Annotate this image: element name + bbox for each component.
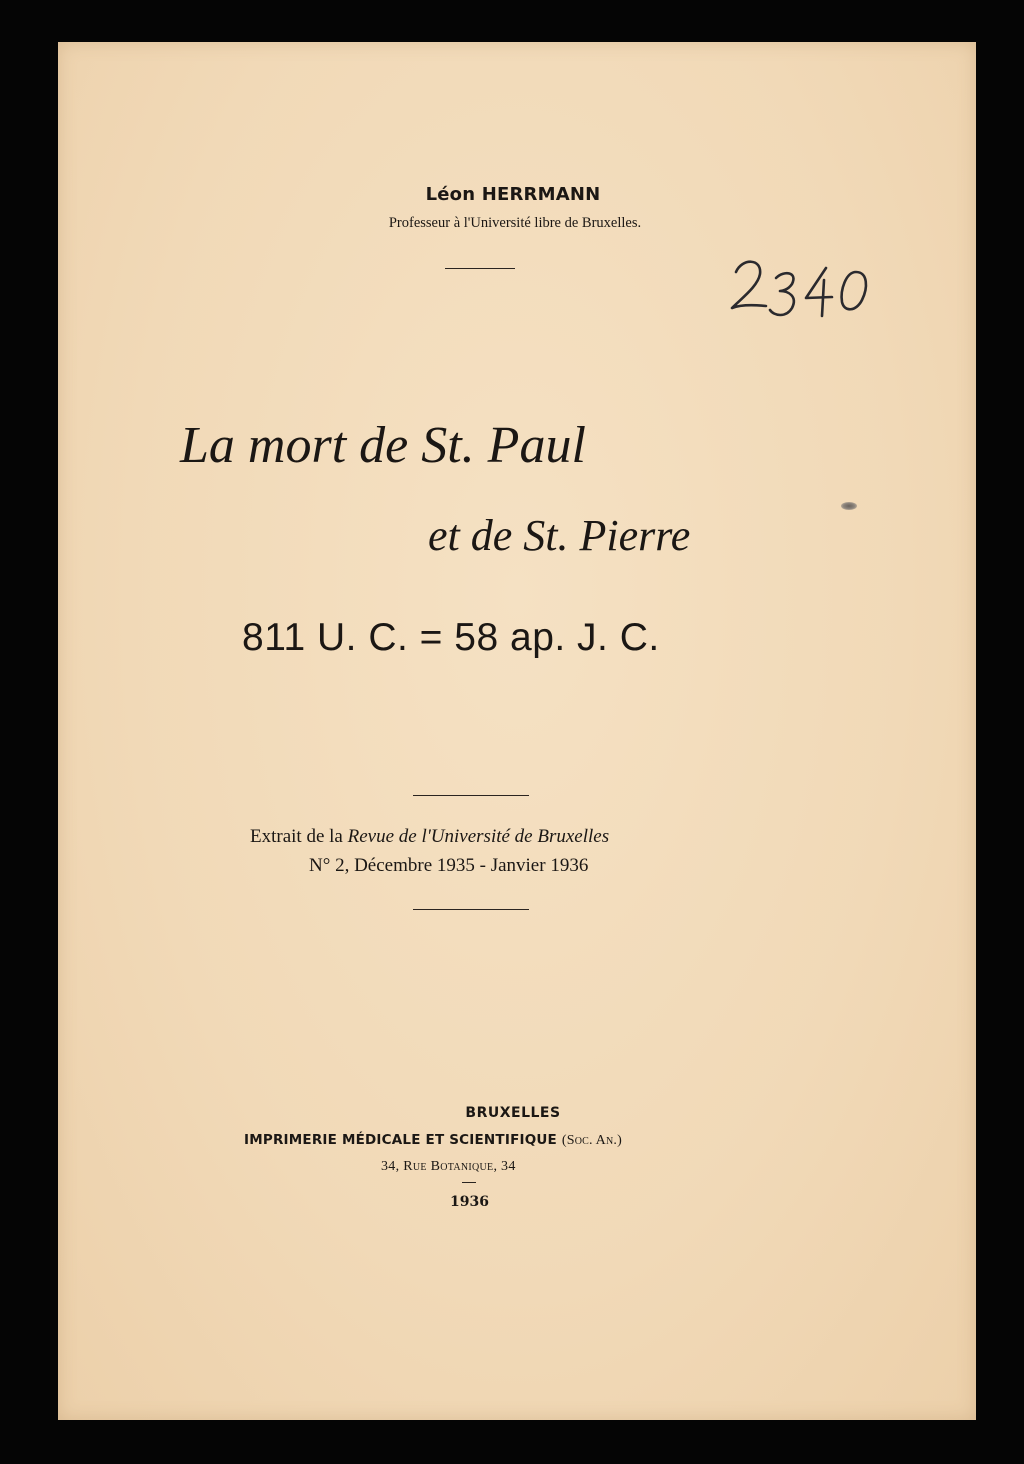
title-line-1: La mort de St. Paul <box>180 417 586 474</box>
extract-issue: N° 2, Décembre 1935 - Janvier 1936 <box>309 855 589 876</box>
printer-line <box>244 1132 622 1149</box>
divider-lower <box>413 909 529 910</box>
journal-name: Revue de l'Université de Bruxelles <box>347 826 610 847</box>
printer-name: IMPRIMERIE MÉDICALE ET SCIENTIFIQUE <box>244 1132 557 1148</box>
printer-company-type: (Soc. An.) <box>561 1133 622 1148</box>
extract-prefix: Extrait de la <box>250 826 348 847</box>
printer-address: 34, Rue Botanique, 34 <box>381 1159 516 1174</box>
divider-small <box>462 1182 476 1183</box>
divider-top <box>445 268 515 269</box>
author-affiliation: Professeur à l'Université libre de Bruxelles. <box>388 215 642 231</box>
author-name: Léon HERRMANN <box>425 184 601 205</box>
extract-source <box>250 826 609 848</box>
title-line-2: et de St. Pierre <box>428 511 691 560</box>
publisher-city: BRUXELLES <box>465 1105 561 1121</box>
paper-spot <box>841 502 857 510</box>
document-page <box>58 42 976 1420</box>
title-dateline: 811 U. C. = 58 ap. J. C. <box>242 616 660 659</box>
handwritten-number-2340 <box>728 250 888 330</box>
publication-year: 1936 <box>450 1194 489 1210</box>
divider-middle <box>413 795 529 796</box>
